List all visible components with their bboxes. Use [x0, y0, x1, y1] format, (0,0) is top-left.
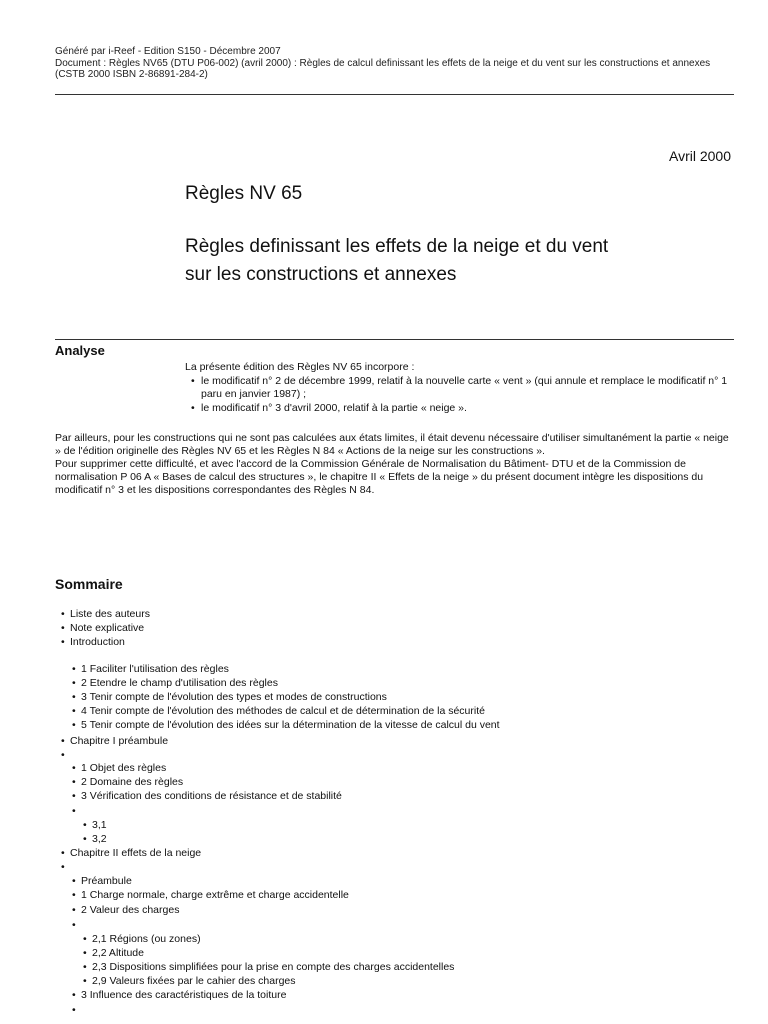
analyse-intro-block [185, 361, 735, 416]
toc-item-label: 5 Tenir compte de l'évolution des idées sur la détermination de la vitesse de calcul du vent [81, 719, 500, 731]
toc-item[interactable] [55, 874, 132, 888]
toc-item[interactable] [55, 818, 107, 832]
analyse-bullet-item: • le modificatif n° 2 de décembre 1999, relatif à la nouvelle carte « vent » (qui annule et remplace le modificatif n° 1 paru en janvier 1987) ; [185, 375, 735, 401]
document-title: Règles NV 65 [185, 183, 303, 204]
toc-item[interactable] [55, 946, 144, 960]
toc-item[interactable] [55, 775, 183, 789]
bullet-icon: • [72, 663, 76, 675]
toc-item[interactable] [55, 1003, 81, 1017]
header-divider [55, 94, 734, 95]
bullet-icon: • [83, 933, 87, 945]
bullet-icon: • [72, 889, 76, 901]
bullet-icon: • [61, 636, 65, 648]
document-date: Avril 2000 [668, 148, 731, 164]
toc-item[interactable] [55, 676, 278, 690]
bullet-icon: • [83, 819, 87, 831]
bullet-icon: • [83, 947, 87, 959]
analyse-bullet-item: • le modificatif n° 3 d'avril 2000, relatif à la partie « neige ». [185, 402, 735, 415]
toc-item[interactable] [55, 662, 229, 676]
toc-item-label: 1 Objet des règles [81, 762, 167, 774]
analyse-intro-text: La présente édition des Règles NV 65 incorpore : [185, 361, 415, 373]
toc-item-label: 3 Influence des caractéristiques de la toiture [81, 989, 287, 1001]
bullet-icon: • [72, 719, 76, 731]
toc-item[interactable] [55, 734, 168, 748]
document-subtitle [185, 233, 745, 289]
toc-item[interactable] [55, 607, 150, 621]
bullet-icon: • [83, 975, 87, 987]
subtitle-line-2: sur les constructions et annexes [185, 264, 457, 285]
analyse-bullet-list [185, 375, 735, 415]
bullet-icon: • [72, 805, 76, 817]
toc-item-label: 2 Domaine des règles [81, 776, 184, 788]
header-isbn-line: (CSTB 2000 ISBN 2-86891-284-2) [55, 69, 208, 80]
toc-item[interactable] [55, 846, 201, 860]
toc-item[interactable] [55, 974, 296, 988]
toc-item-label: Liste des auteurs [70, 608, 150, 620]
bullet-icon: • [61, 608, 65, 620]
header-generated-line: Généré par i-Reef - Edition S150 - Décembre 2007 [55, 46, 281, 57]
toc-item-label: 3 Tenir compte de l'évolution des types et modes de constructions [81, 691, 387, 703]
toc-item-label: 2,2 Altitude [92, 947, 144, 959]
bullet-icon: • [72, 691, 76, 703]
toc-item-label: Préambule [81, 875, 132, 887]
toc-item-label: 2,3 Dispositions simplifiées pour la prise en compte des charges accidentelles [92, 961, 455, 973]
toc-item-label: 1 Faciliter l'utilisation des règles [81, 663, 229, 675]
analyse-body [55, 432, 735, 497]
bullet-icon: • [72, 875, 76, 887]
bullet-icon: • [72, 790, 76, 802]
toc-item[interactable] [55, 789, 342, 803]
toc-item[interactable] [55, 832, 107, 846]
toc-item[interactable] [55, 635, 125, 649]
bullet-icon: • [61, 847, 65, 859]
toc-item-label: 2,1 Régions (ou zones) [92, 933, 201, 945]
header-document-line: Document : Règles NV65 (DTU P06-002) (avril 2000) : Règles de calcul definissant les effets de la neige et du vent sur les constructions et annexes [55, 57, 711, 69]
analyse-paragraph-2: Pour supprimer cette difficulté, et avec l'accord de la Commission Générale de Normalisation du Bâtiment- DTU et de la Commission de normalisation P 06 A « Bases de calcul des structures », le chapitre II « Effets de la neige » du présent document intègre les dispositions du modificatif n° 3 et les dispositions correspondantes des Règles N 84. [55, 458, 704, 496]
toc-item-label: Chapitre I préambule [70, 735, 169, 747]
toc-item[interactable] [55, 690, 387, 704]
analyse-divider [55, 339, 734, 340]
sommaire-heading: Sommaire [55, 576, 123, 592]
bullet-icon: • [72, 776, 76, 788]
toc-item[interactable] [55, 960, 454, 974]
bullet-icon: • [61, 622, 65, 634]
toc-item-label: 3 Vérification des conditions de résistance et de stabilité [81, 790, 342, 802]
bullet-icon: • [72, 705, 76, 717]
bullet-icon: • [61, 861, 65, 873]
toc-item[interactable] [55, 932, 201, 946]
toc-item-label: Chapitre II effets de la neige [70, 847, 202, 859]
toc-item[interactable] [55, 888, 349, 902]
toc-item-label: Note explicative [70, 622, 145, 634]
toc-item-label: 2 Valeur des charges [81, 904, 180, 916]
toc-item[interactable] [55, 804, 81, 818]
toc-item[interactable] [55, 718, 500, 732]
toc-item-label: 2,9 Valeurs fixées par le cahier des charges [92, 975, 296, 987]
bullet-icon: • [83, 833, 87, 845]
bullet-icon: • [72, 677, 76, 689]
bullet-icon: • [83, 961, 87, 973]
toc-item[interactable] [55, 918, 81, 932]
bullet-icon: • [72, 1004, 76, 1016]
toc-item-label: 2 Etendre le champ d'utilisation des règles [81, 677, 278, 689]
toc-item-label: Introduction [70, 636, 125, 648]
toc-item[interactable] [55, 621, 144, 635]
bullet-icon: • [61, 735, 65, 747]
toc-item[interactable] [55, 761, 166, 775]
toc-item[interactable] [55, 988, 286, 1002]
toc-item-label: 4 Tenir compte de l'évolution des méthodes de calcul et de détermination de la sécurité [81, 705, 485, 717]
toc-item[interactable] [55, 903, 179, 917]
toc-item-label: 3,2 [92, 833, 107, 845]
bullet-icon: • [61, 749, 65, 761]
analyse-paragraph-1: Par ailleurs, pour les constructions qui ne sont pas calculées aux états limites, il était devenu nécessaire d'utiliser simultanément la partie « neige » de l'édition originelle des Règles NV 65 et les Règles N 84 « Actions de la neige sur les constructions ». [55, 432, 729, 457]
toc-item[interactable] [55, 860, 70, 874]
subtitle-line-1: Règles definissant les effets de la neige et du vent [185, 236, 609, 257]
bullet-icon: • [72, 989, 76, 1001]
document-header [55, 46, 735, 81]
bullet-icon: • [72, 919, 76, 931]
bullet-icon: • [72, 762, 76, 774]
bullet-icon: • [72, 904, 76, 916]
toc-item[interactable] [55, 704, 485, 718]
toc-item-label: 1 Charge normale, charge extrême et charge accidentelle [81, 889, 349, 901]
toc-item-label: 3,1 [92, 819, 107, 831]
analyse-heading: Analyse [55, 343, 105, 358]
toc-item[interactable] [55, 748, 70, 762]
